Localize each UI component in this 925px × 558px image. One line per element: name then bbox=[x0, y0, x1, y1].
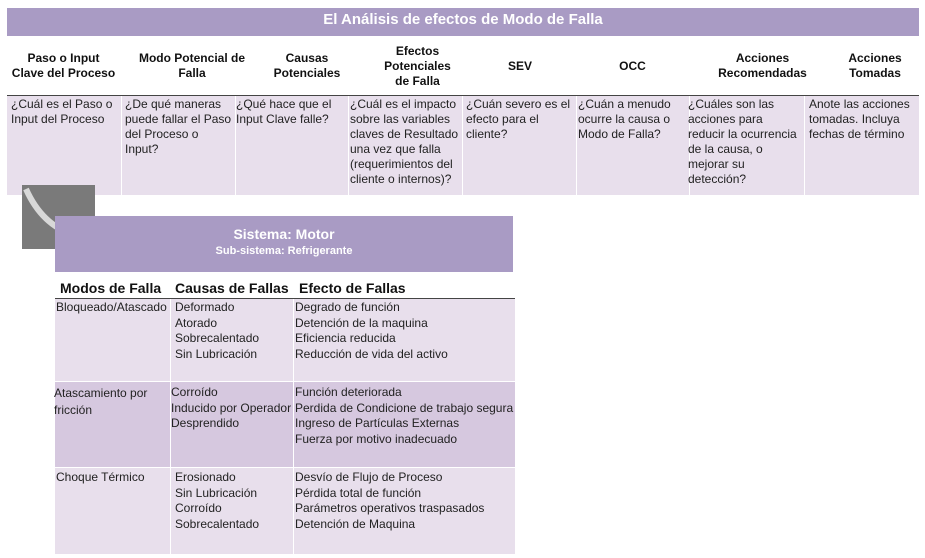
system-subtitle: Sub-sistema: Refrigerante bbox=[215, 245, 353, 257]
desc-sev: ¿Cuán severo es el efecto para el cliente? bbox=[466, 97, 571, 141]
cause-item: Erosionado bbox=[175, 470, 236, 484]
effect-item: Reducción de vida del activo bbox=[295, 346, 448, 361]
cause-item: Sin Lubricación bbox=[175, 346, 258, 361]
fmea-title-bar bbox=[7, 8, 919, 36]
subheader-causas: Causas de Fallas bbox=[175, 280, 289, 296]
header-acciones-tomadas: Acciones Tomadas bbox=[848, 51, 902, 80]
failure-causes bbox=[175, 470, 259, 532]
effect-item: Eficiencia reducida bbox=[295, 331, 396, 345]
effect-item: Función deteriorada bbox=[295, 385, 402, 399]
effect-item: Perdida de Condicione de trabajo segura bbox=[295, 400, 514, 415]
subheader-modos: Modos de Falla bbox=[60, 280, 162, 296]
failure-effects bbox=[295, 470, 484, 532]
system-title: Sistema: Motor bbox=[233, 226, 335, 242]
header-paso-input: Paso o Input Clave del Proceso bbox=[11, 51, 116, 80]
effect-item: Pérdida total de función bbox=[295, 485, 422, 500]
desc-paso-input: ¿Cuál es el Paso o Input del Proceso bbox=[11, 97, 113, 126]
header-acciones-recomendadas: Acciones Recomendadas bbox=[718, 51, 807, 80]
header-efectos: Efectos Potenciales de Falla bbox=[384, 43, 451, 88]
failure-effects bbox=[295, 300, 448, 362]
effect-item: Detención de Maquina bbox=[295, 516, 416, 531]
failure-mode: Choque Térmico bbox=[56, 470, 145, 484]
system-banner bbox=[55, 216, 513, 272]
failure-mode: Bloqueado/Atascado bbox=[56, 300, 167, 314]
desc-occ: ¿Cuán a menudo ocurre la causa o Modo de Falla? bbox=[578, 97, 671, 141]
desc-acciones-recomendadas: ¿Cuáles son las acciones para reducir la ocurrencia de la causa, o mejorar su detección? bbox=[688, 97, 797, 186]
effect-item: Desvío de Flujo de Proceso bbox=[295, 470, 443, 484]
subheader-efecto: Efecto de Fallas bbox=[299, 280, 406, 296]
column-divider bbox=[293, 299, 294, 554]
desc-acciones-tomadas: Anote las acciones tomadas. Incluya fechas de término bbox=[809, 97, 910, 141]
failure-mode: Atascamiento por fricción bbox=[54, 386, 148, 417]
cause-item: Atorado bbox=[175, 315, 218, 330]
failure-causes bbox=[175, 300, 259, 362]
header-occ: OCC bbox=[619, 58, 646, 73]
effect-item: Parámetros operativos traspasados bbox=[295, 501, 485, 515]
header-causas: Causas Potenciales bbox=[273, 51, 341, 80]
header-sev: SEV bbox=[507, 58, 532, 73]
desc-efectos: ¿Cuál es el impacto sobre las variables claves de Resultado una vez que falla (requerimientos del cliente o internos)? bbox=[350, 97, 459, 186]
cause-item: Desprendido bbox=[171, 416, 240, 430]
header-modo-potencial: Modo Potencial de Falla bbox=[138, 51, 245, 80]
failure-effects bbox=[295, 385, 513, 447]
desc-causas: ¿Qué hace que el Input Clave falle? bbox=[236, 97, 332, 126]
effect-item: Ingreso de Partículas Externas bbox=[295, 416, 460, 430]
effect-item: Detención de la maquina bbox=[295, 315, 428, 330]
effect-item: Fuerza por motivo inadecuado bbox=[295, 431, 458, 446]
desc-modo-potencial: ¿De qué maneras puede fallar el Paso del Proceso o Input? bbox=[125, 97, 232, 156]
fmea-title: El Análisis de efectos de Modo de Falla bbox=[323, 11, 603, 28]
cause-item: Sobrecalentado bbox=[175, 516, 260, 531]
cause-item: Sin Lubricación bbox=[175, 485, 258, 500]
cause-item: Deformado bbox=[175, 300, 235, 314]
cause-item: Corroído bbox=[171, 385, 218, 399]
failure-causes bbox=[171, 385, 291, 432]
cause-item: Inducido por Operador bbox=[171, 400, 292, 415]
effect-item: Degrado de función bbox=[295, 300, 400, 314]
cause-item: Sobrecalentado bbox=[175, 331, 260, 345]
cause-item: Corroído bbox=[175, 501, 222, 515]
